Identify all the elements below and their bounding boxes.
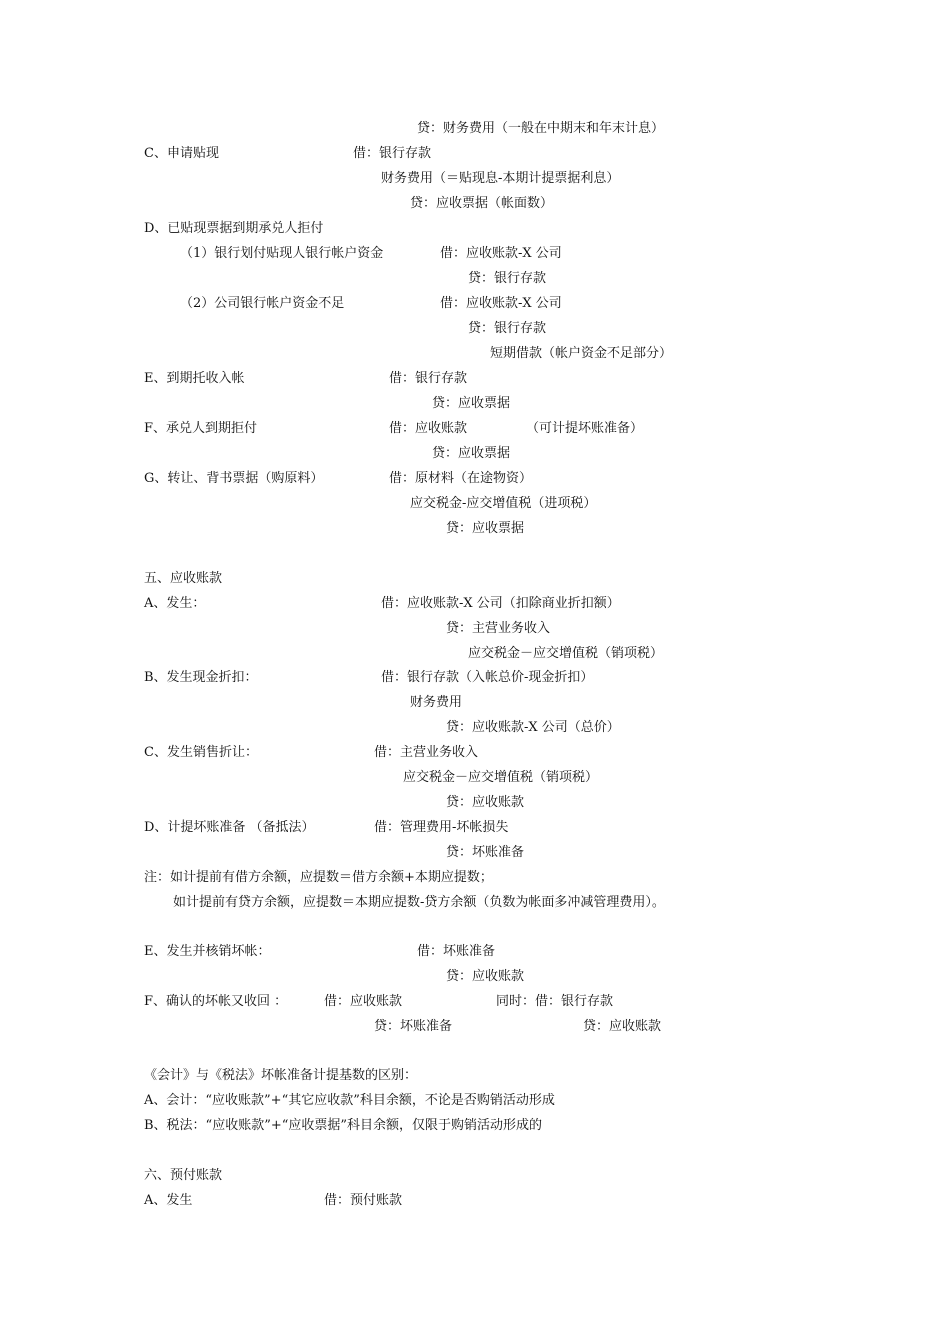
text-line: 短期借款（帐户资金不足部分） [490,346,673,361]
text-line: C、申请贴现 [144,146,219,161]
text-line: B、税法：“应收账款”+“应收票据”科目余额，仅限于购销活动形成的 [144,1118,543,1133]
text-line: 贷：应收账款 [446,795,525,810]
text-line: 借：主营业务收入 [374,745,479,760]
text-line: D、已贴现票据到期承兑人拒付 [144,221,324,236]
text-line: 借：预付账款 [324,1193,403,1208]
text-line: B、发生现金折扣： [144,670,258,685]
text-line: （可计提坏账准备） [526,421,644,436]
section-heading: 五、应收账款 [144,571,223,586]
text-line: 应交税金－应交增值税（销项税） [468,646,664,661]
text-line: 贷：主营业务收入 [446,621,551,636]
text-line: 贷：应收账款 [583,1019,662,1034]
text-line: 借：应收账款-X 公司 [440,296,562,311]
text-line: 同时：借：银行存款 [496,994,614,1009]
text-line: 财务费用 [410,695,463,710]
text-line: C、发生销售折让： [144,745,258,760]
text-line: 借：银行存款 [353,146,432,161]
section-heading: 六、预付账款 [144,1168,223,1183]
text-line: 财务费用（＝贴现息-本期计提票据利息） [381,171,620,186]
text-line: 贷：应收账款-X 公司（总价） [446,720,620,735]
section-heading: 《会计》与《税法》坏帐准备计提基数的区别： [144,1068,418,1083]
text-line: 贷：应收票据（帐面数） [410,196,554,211]
text-line: A、发生 [144,1193,193,1208]
text-line: 贷：财务费用（一般在中期末和年末计息） [417,121,665,136]
text-line: （1）银行划付贴现人银行帐户资金 [180,246,384,261]
text-line: 借：应收账款-X 公司 [440,246,562,261]
text-line: F、承兑人到期拒付 [144,421,258,436]
text-line: 借：应收账款 [324,994,403,1009]
text-line: （2）公司银行帐户资金不足 [180,296,345,311]
text-line: 贷：应收票据 [432,446,511,461]
text-line: F、确认的坏帐又收回 ： [144,994,288,1009]
text-line: 应交税金-应交增值税（进项税） [410,496,597,511]
text-line: A、发生： [144,596,206,611]
text-line: 借：原材料（在途物资） [389,471,533,486]
text-line: 贷：应收票据 [446,521,525,536]
text-line: 借：应收账款 [389,421,468,436]
text-line: 贷：应收账款 [446,969,525,984]
note-text: 如计提前有贷方余额，应提数＝本期应提数-贷方余额（负数为帐面多冲减管理费用）。 [173,895,665,910]
text-line: D、计提坏账准备 （备抵法） [144,820,315,835]
text-line: 贷：应收票据 [432,396,511,411]
note-text: 注：如计提前有借方余额，应提数＝借方余额+本期应提数； [144,870,493,885]
text-line: E、发生并核销坏帐： [144,944,271,959]
text-line: E、到期托收入帐 [144,371,245,386]
text-line: 贷：银行存款 [468,321,547,336]
text-line: 借：银行存款 [389,371,468,386]
text-line: 应交税金－应交增值税（销项税） [403,770,599,785]
text-line: 借：应收账款-X 公司（扣除商业折扣额） [381,596,620,611]
text-line: 借：银行存款（入帐总价-现金折扣） [381,670,594,685]
text-line: 贷：坏账准备 [374,1019,453,1034]
text-line: A、会计：“应收账款”+“其它应收款”科目余额，不论是否购销活动形成 [144,1093,555,1108]
text-line: 贷：坏账准备 [446,845,525,860]
text-line: 贷：银行存款 [468,271,547,286]
text-line: 借：坏账准备 [417,944,496,959]
text-line: G、转让、背书票据（购原料） [144,471,324,486]
text-line: 借：管理费用-坏帐损失 [374,820,509,835]
